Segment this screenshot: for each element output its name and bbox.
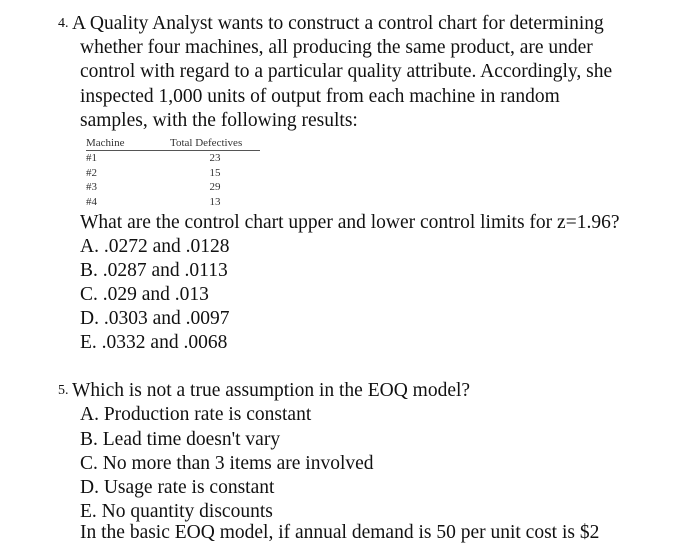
question-4-option-a[interactable]: A. .0272 and .0128 xyxy=(80,236,230,257)
table-cell-machine: #2 xyxy=(86,166,97,179)
question-5-option-b[interactable]: B. Lead time doesn't vary xyxy=(80,429,281,450)
table-header-total-defectives: Total Defectives xyxy=(170,136,260,151)
table-cell-machine: #4 xyxy=(86,195,97,208)
table-row xyxy=(86,151,260,166)
question-4-option-e[interactable]: E. .0332 and .0068 xyxy=(80,332,228,353)
question-4-text-line-1: A Quality Analyst wants to construct a control chart for determining xyxy=(72,13,604,34)
question-5-option-e[interactable]: E. No quantity discounts xyxy=(80,501,273,522)
table-row xyxy=(86,180,260,195)
question-5-number: 5. xyxy=(58,383,69,398)
question-5-option-c[interactable]: C. No more than 3 items are involved xyxy=(80,453,374,474)
table-header-row xyxy=(86,136,260,151)
question-4-text-line-5: samples, with the following results: xyxy=(80,110,358,131)
question-4-text-line-4: inspected 1,000 units of output from each machine in random xyxy=(80,86,560,107)
table-header-machine: Machine xyxy=(86,136,170,151)
next-question-cutoff-line: In the basic EOQ model, if annual demand is 50 per unit cost is $2 xyxy=(80,522,600,543)
table-cell-defectives: 15 xyxy=(209,166,221,179)
table-cell-defectives: 23 xyxy=(209,152,221,164)
table-row xyxy=(86,166,260,181)
question-4-option-d[interactable]: D. .0303 and .0097 xyxy=(80,308,230,329)
question-5-option-a[interactable]: A. Production rate is constant xyxy=(80,404,312,425)
question-4-prompt: What are the control chart upper and lower control limits for z=1.96? xyxy=(80,212,620,233)
question-4-text-line-3: control with regard to a particular quality attribute. Accordingly, she xyxy=(80,61,613,82)
question-5-option-d[interactable]: D. Usage rate is constant xyxy=(80,477,275,498)
question-4-number: 4. xyxy=(58,16,69,31)
question-4-option-b[interactable]: B. .0287 and .0113 xyxy=(80,260,228,281)
table-cell-defectives: 13 xyxy=(209,195,221,208)
question-5-prompt: Which is not a true assumption in the EOQ model? xyxy=(72,380,471,401)
question-4-text-line-2: whether four machines, all producing the same product, are under xyxy=(80,37,593,58)
table-cell-machine: #3 xyxy=(86,181,97,193)
defectives-table xyxy=(86,136,260,209)
table-cell-machine: #1 xyxy=(86,152,97,164)
question-4-option-c[interactable]: C. .029 and .013 xyxy=(80,284,209,305)
table-cell-defectives: 29 xyxy=(209,181,221,193)
table-row xyxy=(86,195,260,210)
